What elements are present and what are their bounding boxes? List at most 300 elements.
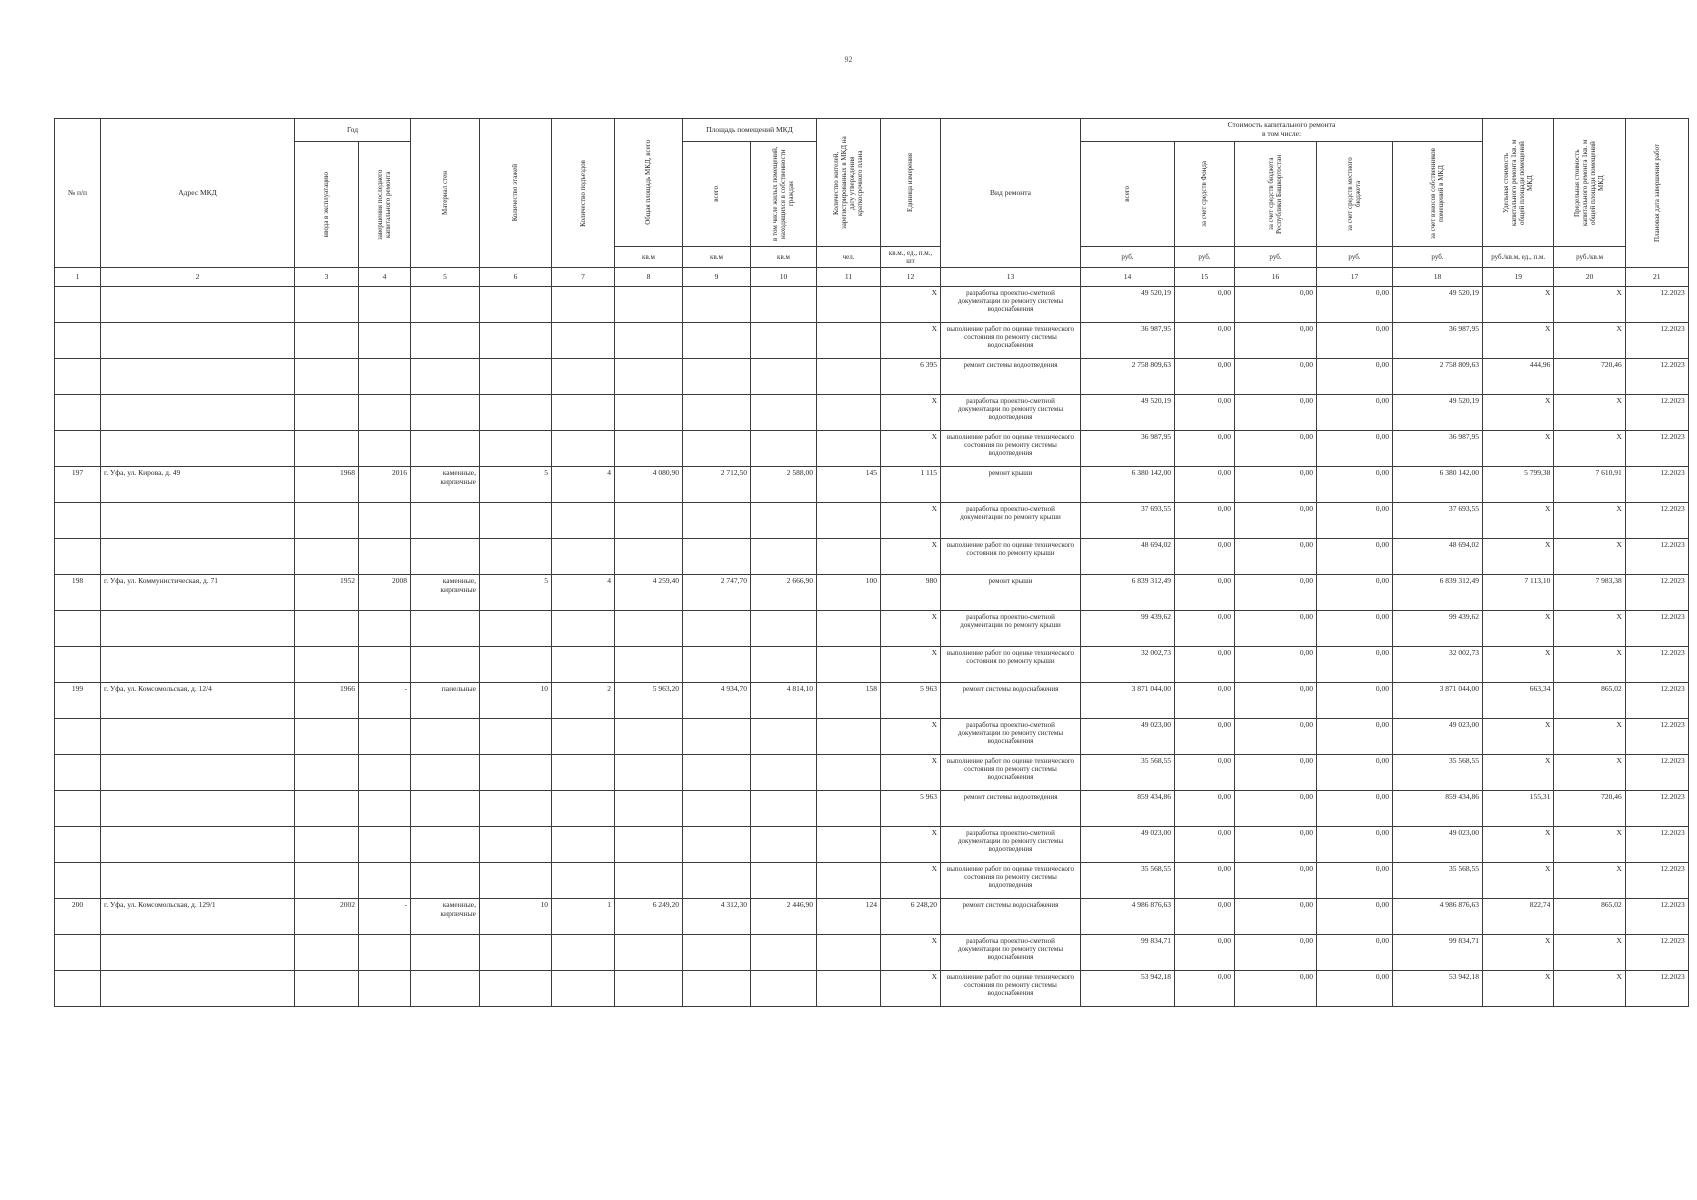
year-built-cell: 1952 bbox=[295, 575, 359, 611]
cost-rb-cell: 0,00 bbox=[1235, 791, 1317, 827]
entrances-cell: 1 bbox=[552, 899, 615, 935]
unit-cell: X bbox=[881, 863, 941, 899]
deadline-cell: 12.2023 bbox=[1625, 755, 1688, 791]
wall-material-cell bbox=[411, 791, 480, 827]
cost-local-cell: 0,00 bbox=[1317, 935, 1393, 971]
limit-cost-cell: 720,46 bbox=[1554, 791, 1625, 827]
area-all-cell bbox=[683, 359, 751, 395]
row-number: 198 bbox=[55, 575, 101, 611]
work-type-cell: ремонт системы водоснабжения bbox=[941, 683, 1081, 719]
total-area-cell bbox=[615, 935, 683, 971]
year-repair-cell bbox=[359, 323, 411, 359]
repair-plan-table bbox=[54, 118, 1689, 1007]
unit-cell: 5 963 bbox=[881, 683, 941, 719]
year-repair-cell: - bbox=[359, 899, 411, 935]
limit-cost-cell: X bbox=[1554, 503, 1625, 539]
table-row bbox=[55, 395, 1689, 431]
row-number bbox=[55, 431, 101, 467]
residents-cell: 100 bbox=[817, 575, 881, 611]
deadline-cell: 12.2023 bbox=[1625, 503, 1688, 539]
address-cell bbox=[101, 359, 295, 395]
work-type-cell: разработка проектно-сметной документации по ремонту системы водоснабжения bbox=[941, 935, 1081, 971]
limit-cost-cell: X bbox=[1554, 863, 1625, 899]
cost-total-cell: 3 871 044,00 bbox=[1081, 683, 1175, 719]
header-year-repair: завершения последнего капитального ремонта bbox=[359, 142, 411, 268]
year-repair-cell bbox=[359, 611, 411, 647]
cost-owners-cell: 37 693,55 bbox=[1393, 503, 1483, 539]
cost-total-cell: 36 987,95 bbox=[1081, 323, 1175, 359]
unit-cell: руб. bbox=[1175, 247, 1235, 268]
cost-rb-cell: 0,00 bbox=[1235, 863, 1317, 899]
unit-cell: кв.м., ед., п.м., шт bbox=[881, 247, 941, 268]
work-type-cell: выполнение работ по оценке технического состояния по ремонту системы водоснабжения bbox=[941, 755, 1081, 791]
year-repair-cell bbox=[359, 755, 411, 791]
col-number: 4 bbox=[359, 268, 411, 287]
col-number: 11 bbox=[817, 268, 881, 287]
area-all-cell bbox=[683, 431, 751, 467]
area-all-cell bbox=[683, 503, 751, 539]
col-number: 16 bbox=[1235, 268, 1317, 287]
area-all-cell bbox=[683, 791, 751, 827]
col-number: 19 bbox=[1483, 268, 1554, 287]
unit-cost-cell: X bbox=[1483, 431, 1554, 467]
unit-cost-cell: X bbox=[1483, 611, 1554, 647]
year-built-cell bbox=[295, 971, 359, 1007]
table-row bbox=[55, 323, 1689, 359]
floors-cell bbox=[480, 503, 552, 539]
residents-cell bbox=[817, 647, 881, 683]
unit-cost-cell: X bbox=[1483, 971, 1554, 1007]
area-residential-cell bbox=[751, 647, 817, 683]
cost-owners-cell: 859 434,86 bbox=[1393, 791, 1483, 827]
work-type-cell: ремонт системы водоснабжения bbox=[941, 899, 1081, 935]
unit-cost-cell: X bbox=[1483, 935, 1554, 971]
cost-local-cell: 0,00 bbox=[1317, 647, 1393, 683]
cost-owners-cell: 35 568,55 bbox=[1393, 863, 1483, 899]
area-residential-cell bbox=[751, 287, 817, 323]
deadline-cell: 12.2023 bbox=[1625, 935, 1688, 971]
unit-cost-cell: 155,31 bbox=[1483, 791, 1554, 827]
work-type-cell: разработка проектно-сметной документации по ремонту системы водоотведения bbox=[941, 827, 1081, 863]
entrances-cell bbox=[552, 791, 615, 827]
area-all-cell bbox=[683, 863, 751, 899]
total-area-cell: 5 963,20 bbox=[615, 683, 683, 719]
cost-rb-cell: 0,00 bbox=[1235, 647, 1317, 683]
cost-fund-cell: 0,00 bbox=[1175, 827, 1235, 863]
row-number bbox=[55, 395, 101, 431]
year-repair-cell bbox=[359, 863, 411, 899]
unit-cost-cell: X bbox=[1483, 863, 1554, 899]
cost-rb-cell: 0,00 bbox=[1235, 287, 1317, 323]
deadline-cell: 12.2023 bbox=[1625, 287, 1688, 323]
residents-cell bbox=[817, 863, 881, 899]
cost-total-cell: 99 834,71 bbox=[1081, 935, 1175, 971]
col-number: 18 bbox=[1393, 268, 1483, 287]
year-built-cell: 2002 bbox=[295, 899, 359, 935]
total-area-cell bbox=[615, 359, 683, 395]
cost-owners-cell: 48 694,02 bbox=[1393, 539, 1483, 575]
deadline-cell: 12.2023 bbox=[1625, 719, 1688, 755]
unit-cost-cell: 7 113,10 bbox=[1483, 575, 1554, 611]
deadline-cell: 12.2023 bbox=[1625, 611, 1688, 647]
entrances-cell bbox=[552, 359, 615, 395]
work-type-cell: выполнение работ по оценке технического состояния по ремонту системы водоотведения bbox=[941, 431, 1081, 467]
unit-cell: руб./кв.м bbox=[1554, 247, 1625, 268]
header-incl: в том числе: bbox=[1261, 129, 1302, 138]
work-type-cell: выполнение работ по оценке технического состояния по ремонту системы водоснабжения bbox=[941, 323, 1081, 359]
cost-fund-cell: 0,00 bbox=[1175, 539, 1235, 575]
wall-material-cell bbox=[411, 503, 480, 539]
residents-cell bbox=[817, 359, 881, 395]
total-area-cell: 6 249,20 bbox=[615, 899, 683, 935]
header-area-group: Площадь помещений МКД bbox=[683, 119, 817, 142]
header-no: № п/п bbox=[55, 119, 101, 268]
header-area-residential: в том числе жилых помещений, находящихся в собственности граждан bbox=[751, 142, 817, 247]
area-all-cell bbox=[683, 935, 751, 971]
cost-total-cell: 35 568,55 bbox=[1081, 755, 1175, 791]
unit-cost-cell: 5 799,38 bbox=[1483, 467, 1554, 503]
year-built-cell bbox=[295, 323, 359, 359]
unit-cost-cell: X bbox=[1483, 323, 1554, 359]
limit-cost-cell: X bbox=[1554, 719, 1625, 755]
header-unit-cost: Удельная стоимость капитального ремонта 1кв. м общей площади помещений МКД bbox=[1483, 119, 1554, 247]
residents-cell: 158 bbox=[817, 683, 881, 719]
year-built-cell bbox=[295, 611, 359, 647]
header-floors: Количество этажей bbox=[480, 119, 552, 268]
cost-owners-cell: 2 758 809,63 bbox=[1393, 359, 1483, 395]
cost-local-cell: 0,00 bbox=[1317, 863, 1393, 899]
col-number: 20 bbox=[1554, 268, 1625, 287]
unit-cell: X bbox=[881, 971, 941, 1007]
cost-total-cell: 36 987,95 bbox=[1081, 431, 1175, 467]
unit-cell: руб./кв.м, ед., п.м. bbox=[1483, 247, 1554, 268]
entrances-cell bbox=[552, 827, 615, 863]
area-residential-cell: 4 814,10 bbox=[751, 683, 817, 719]
work-type-cell: выполнение работ по оценке технического состояния по ремонту крыши bbox=[941, 647, 1081, 683]
unit-cell: X bbox=[881, 323, 941, 359]
cost-local-cell: 0,00 bbox=[1317, 431, 1393, 467]
cost-rb-cell: 0,00 bbox=[1235, 359, 1317, 395]
header-work-type: Вид ремонта bbox=[941, 119, 1081, 268]
wall-material-cell bbox=[411, 827, 480, 863]
col-number: 13 bbox=[941, 268, 1081, 287]
cost-owners-cell: 36 987,95 bbox=[1393, 323, 1483, 359]
cost-rb-cell: 0,00 bbox=[1235, 935, 1317, 971]
cost-rb-cell: 0,00 bbox=[1235, 503, 1317, 539]
cost-owners-cell: 6 839 312,49 bbox=[1393, 575, 1483, 611]
header-cost-local: за счет средств местного бюджета bbox=[1317, 142, 1393, 247]
wall-material-cell bbox=[411, 359, 480, 395]
cost-rb-cell: 0,00 bbox=[1235, 323, 1317, 359]
year-built-cell bbox=[295, 359, 359, 395]
limit-cost-cell: 7 983,38 bbox=[1554, 575, 1625, 611]
deadline-cell: 12.2023 bbox=[1625, 395, 1688, 431]
area-all-cell: 2 747,70 bbox=[683, 575, 751, 611]
area-residential-cell bbox=[751, 395, 817, 431]
area-all-cell bbox=[683, 539, 751, 575]
work-type-cell: разработка проектно-сметной документации по ремонту системы водоснабжения bbox=[941, 719, 1081, 755]
cost-local-cell: 0,00 bbox=[1317, 467, 1393, 503]
cost-total-cell: 49 023,00 bbox=[1081, 827, 1175, 863]
col-number: 15 bbox=[1175, 268, 1235, 287]
year-built-cell: 1966 bbox=[295, 683, 359, 719]
cost-total-cell: 99 439,62 bbox=[1081, 611, 1175, 647]
header-year-group: Год bbox=[295, 119, 411, 142]
cost-local-cell: 0,00 bbox=[1317, 791, 1393, 827]
total-area-cell bbox=[615, 323, 683, 359]
residents-cell bbox=[817, 503, 881, 539]
unit-cell: руб. bbox=[1393, 247, 1483, 268]
row-number bbox=[55, 647, 101, 683]
area-all-cell bbox=[683, 827, 751, 863]
total-area-cell bbox=[615, 863, 683, 899]
cost-total-cell: 6 380 142,00 bbox=[1081, 467, 1175, 503]
year-built-cell bbox=[295, 539, 359, 575]
area-residential-cell bbox=[751, 719, 817, 755]
area-residential-cell bbox=[751, 611, 817, 647]
row-number bbox=[55, 971, 101, 1007]
entrances-cell bbox=[552, 611, 615, 647]
floors-cell bbox=[480, 827, 552, 863]
cost-rb-cell: 0,00 bbox=[1235, 431, 1317, 467]
floors-cell bbox=[480, 755, 552, 791]
unit-cell: кв.м bbox=[615, 247, 683, 268]
cost-rb-cell: 0,00 bbox=[1235, 971, 1317, 1007]
deadline-cell: 12.2023 bbox=[1625, 431, 1688, 467]
col-number: 7 bbox=[552, 268, 615, 287]
deadline-cell: 12.2023 bbox=[1625, 575, 1688, 611]
address-cell bbox=[101, 719, 295, 755]
header-deadline: Плановая дата завершения работ bbox=[1625, 119, 1688, 268]
year-built-cell bbox=[295, 863, 359, 899]
address-cell: г. Уфа, ул. Комсомольская, д. 129/1 bbox=[101, 899, 295, 935]
cost-rb-cell: 0,00 bbox=[1235, 683, 1317, 719]
unit-cost-cell: X bbox=[1483, 287, 1554, 323]
address-cell bbox=[101, 287, 295, 323]
year-repair-cell bbox=[359, 647, 411, 683]
row-number bbox=[55, 539, 101, 575]
header-address: Адрес МКД bbox=[101, 119, 295, 268]
year-repair-cell: 2016 bbox=[359, 467, 411, 503]
header-cost-owners: за счет взносов собственников помещений в МКД bbox=[1393, 142, 1483, 247]
residents-cell bbox=[817, 323, 881, 359]
wall-material-cell bbox=[411, 719, 480, 755]
floors-cell bbox=[480, 287, 552, 323]
cost-fund-cell: 0,00 bbox=[1175, 323, 1235, 359]
floors-cell bbox=[480, 719, 552, 755]
work-type-cell: разработка проектно-сметной документации по ремонту системы водоснабжения bbox=[941, 287, 1081, 323]
cost-rb-cell: 0,00 bbox=[1235, 539, 1317, 575]
table-row bbox=[55, 791, 1689, 827]
unit-cell: X bbox=[881, 719, 941, 755]
cost-local-cell: 0,00 bbox=[1317, 575, 1393, 611]
area-residential-cell: 2 666,90 bbox=[751, 575, 817, 611]
area-residential-cell bbox=[751, 503, 817, 539]
row-number: 200 bbox=[55, 899, 101, 935]
year-repair-cell bbox=[359, 971, 411, 1007]
deadline-cell: 12.2023 bbox=[1625, 359, 1688, 395]
header-cost-total: всего bbox=[1081, 142, 1175, 247]
entrances-cell bbox=[552, 935, 615, 971]
entrances-cell bbox=[552, 719, 615, 755]
year-repair-cell bbox=[359, 503, 411, 539]
deadline-cell: 12.2023 bbox=[1625, 899, 1688, 935]
cost-local-cell: 0,00 bbox=[1317, 611, 1393, 647]
unit-cell: 6 248,20 bbox=[881, 899, 941, 935]
unit-cost-cell: 444,96 bbox=[1483, 359, 1554, 395]
cost-total-cell: 48 694,02 bbox=[1081, 539, 1175, 575]
unit-cost-cell: X bbox=[1483, 539, 1554, 575]
unit-cost-cell: X bbox=[1483, 647, 1554, 683]
wall-material-cell bbox=[411, 287, 480, 323]
wall-material-cell bbox=[411, 971, 480, 1007]
table-row bbox=[55, 935, 1689, 971]
table-row bbox=[55, 503, 1689, 539]
residents-cell bbox=[817, 431, 881, 467]
table-row bbox=[55, 683, 1689, 719]
address-cell bbox=[101, 791, 295, 827]
row-number bbox=[55, 719, 101, 755]
cost-rb-cell: 0,00 bbox=[1235, 467, 1317, 503]
floors-cell bbox=[480, 647, 552, 683]
total-area-cell bbox=[615, 539, 683, 575]
col-number: 10 bbox=[751, 268, 817, 287]
total-area-cell bbox=[615, 791, 683, 827]
work-type-cell: ремонт крыши bbox=[941, 575, 1081, 611]
year-built-cell bbox=[295, 503, 359, 539]
entrances-cell bbox=[552, 431, 615, 467]
cost-local-cell: 0,00 bbox=[1317, 287, 1393, 323]
work-type-cell: разработка проектно-сметной документации по ремонту крыши bbox=[941, 611, 1081, 647]
entrances-cell bbox=[552, 503, 615, 539]
address-cell: г. Уфа, ул. Комсомольская, д. 12/4 bbox=[101, 683, 295, 719]
table-row bbox=[55, 863, 1689, 899]
floors-cell bbox=[480, 611, 552, 647]
year-repair-cell bbox=[359, 287, 411, 323]
entrances-cell bbox=[552, 755, 615, 791]
row-number: 197 bbox=[55, 467, 101, 503]
total-area-cell bbox=[615, 287, 683, 323]
deadline-cell: 12.2023 bbox=[1625, 827, 1688, 863]
residents-cell bbox=[817, 287, 881, 323]
total-area-cell bbox=[615, 971, 683, 1007]
wall-material-cell: каменные, кирпичные bbox=[411, 899, 480, 935]
col-number: 6 bbox=[480, 268, 552, 287]
table-row bbox=[55, 431, 1689, 467]
unit-cell: X bbox=[881, 539, 941, 575]
total-area-cell bbox=[615, 827, 683, 863]
col-number: 12 bbox=[881, 268, 941, 287]
work-type-cell: ремонт системы водоотведения bbox=[941, 791, 1081, 827]
unit-cell: руб. bbox=[1081, 247, 1175, 268]
address-cell bbox=[101, 863, 295, 899]
floors-cell bbox=[480, 971, 552, 1007]
entrances-cell bbox=[552, 323, 615, 359]
header-limit-cost: Предельная стоимость капитального ремонта 1кв. м общей площади помещений МКД bbox=[1554, 119, 1625, 247]
page-number: 92 bbox=[844, 55, 853, 64]
work-type-cell: выполнение работ по оценке технического состояния по ремонту системы водоснабжения bbox=[941, 971, 1081, 1007]
unit-cell: 5 963 bbox=[881, 791, 941, 827]
cost-local-cell: 0,00 bbox=[1317, 827, 1393, 863]
cost-owners-cell: 49 520,19 bbox=[1393, 287, 1483, 323]
floors-cell bbox=[480, 539, 552, 575]
cost-fund-cell: 0,00 bbox=[1175, 431, 1235, 467]
wall-material-cell bbox=[411, 431, 480, 467]
cost-local-cell: 0,00 bbox=[1317, 359, 1393, 395]
col-number: 3 bbox=[295, 268, 359, 287]
year-repair-cell bbox=[359, 827, 411, 863]
total-area-cell bbox=[615, 503, 683, 539]
header-total-area: Общая площадь МКД, всего bbox=[615, 119, 683, 247]
deadline-cell: 12.2023 bbox=[1625, 323, 1688, 359]
header-residents: Количество жителей, зарегистрированных в МКД на дату утверждения краткосрочного плана bbox=[817, 119, 881, 247]
limit-cost-cell: X bbox=[1554, 647, 1625, 683]
header-cost-fund: за счет средств Фонда bbox=[1175, 142, 1235, 247]
total-area-cell bbox=[615, 719, 683, 755]
total-area-cell bbox=[615, 431, 683, 467]
cost-fund-cell: 0,00 bbox=[1175, 647, 1235, 683]
limit-cost-cell: 720,46 bbox=[1554, 359, 1625, 395]
wall-material-cell: каменные, кирпичные bbox=[411, 575, 480, 611]
floors-cell bbox=[480, 323, 552, 359]
year-built-cell bbox=[295, 791, 359, 827]
limit-cost-cell: X bbox=[1554, 971, 1625, 1007]
unit-cell: кв.м bbox=[683, 247, 751, 268]
unit-cell: X bbox=[881, 503, 941, 539]
address-cell bbox=[101, 971, 295, 1007]
address-cell bbox=[101, 395, 295, 431]
row-number bbox=[55, 827, 101, 863]
wall-material-cell bbox=[411, 863, 480, 899]
residents-cell bbox=[817, 755, 881, 791]
unit-cost-cell: X bbox=[1483, 827, 1554, 863]
unit-cell: 6 395 bbox=[881, 359, 941, 395]
residents-cell bbox=[817, 539, 881, 575]
cost-fund-cell: 0,00 bbox=[1175, 719, 1235, 755]
floors-cell: 10 bbox=[480, 899, 552, 935]
cost-total-cell: 2 758 809,63 bbox=[1081, 359, 1175, 395]
total-area-cell: 4 080,90 bbox=[615, 467, 683, 503]
cost-fund-cell: 0,00 bbox=[1175, 863, 1235, 899]
total-area-cell bbox=[615, 755, 683, 791]
row-number bbox=[55, 863, 101, 899]
header-cost-group: Стоимость капитального ремонта в том числе: bbox=[1081, 119, 1483, 142]
address-cell bbox=[101, 503, 295, 539]
area-all-cell: 2 712,50 bbox=[683, 467, 751, 503]
cost-owners-cell: 53 942,18 bbox=[1393, 971, 1483, 1007]
limit-cost-cell: X bbox=[1554, 827, 1625, 863]
deadline-cell: 12.2023 bbox=[1625, 971, 1688, 1007]
entrances-cell: 4 bbox=[552, 575, 615, 611]
deadline-cell: 12.2023 bbox=[1625, 467, 1688, 503]
unit-cost-cell: 663,34 bbox=[1483, 683, 1554, 719]
unit-cell: X bbox=[881, 647, 941, 683]
area-residential-cell: 2 588,00 bbox=[751, 467, 817, 503]
unit-cell: кв.м bbox=[751, 247, 817, 268]
cost-total-cell: 35 568,55 bbox=[1081, 863, 1175, 899]
deadline-cell: 12.2023 bbox=[1625, 647, 1688, 683]
cost-owners-cell: 49 023,00 bbox=[1393, 719, 1483, 755]
unit-cell: X bbox=[881, 827, 941, 863]
cost-fund-cell: 0,00 bbox=[1175, 899, 1235, 935]
col-number: 1 bbox=[55, 268, 101, 287]
cost-rb-cell: 0,00 bbox=[1235, 395, 1317, 431]
address-cell: г. Уфа, ул. Коммунистическая, д. 71 bbox=[101, 575, 295, 611]
cost-fund-cell: 0,00 bbox=[1175, 935, 1235, 971]
entrances-cell bbox=[552, 395, 615, 431]
floors-cell bbox=[480, 791, 552, 827]
entrances-cell bbox=[552, 863, 615, 899]
